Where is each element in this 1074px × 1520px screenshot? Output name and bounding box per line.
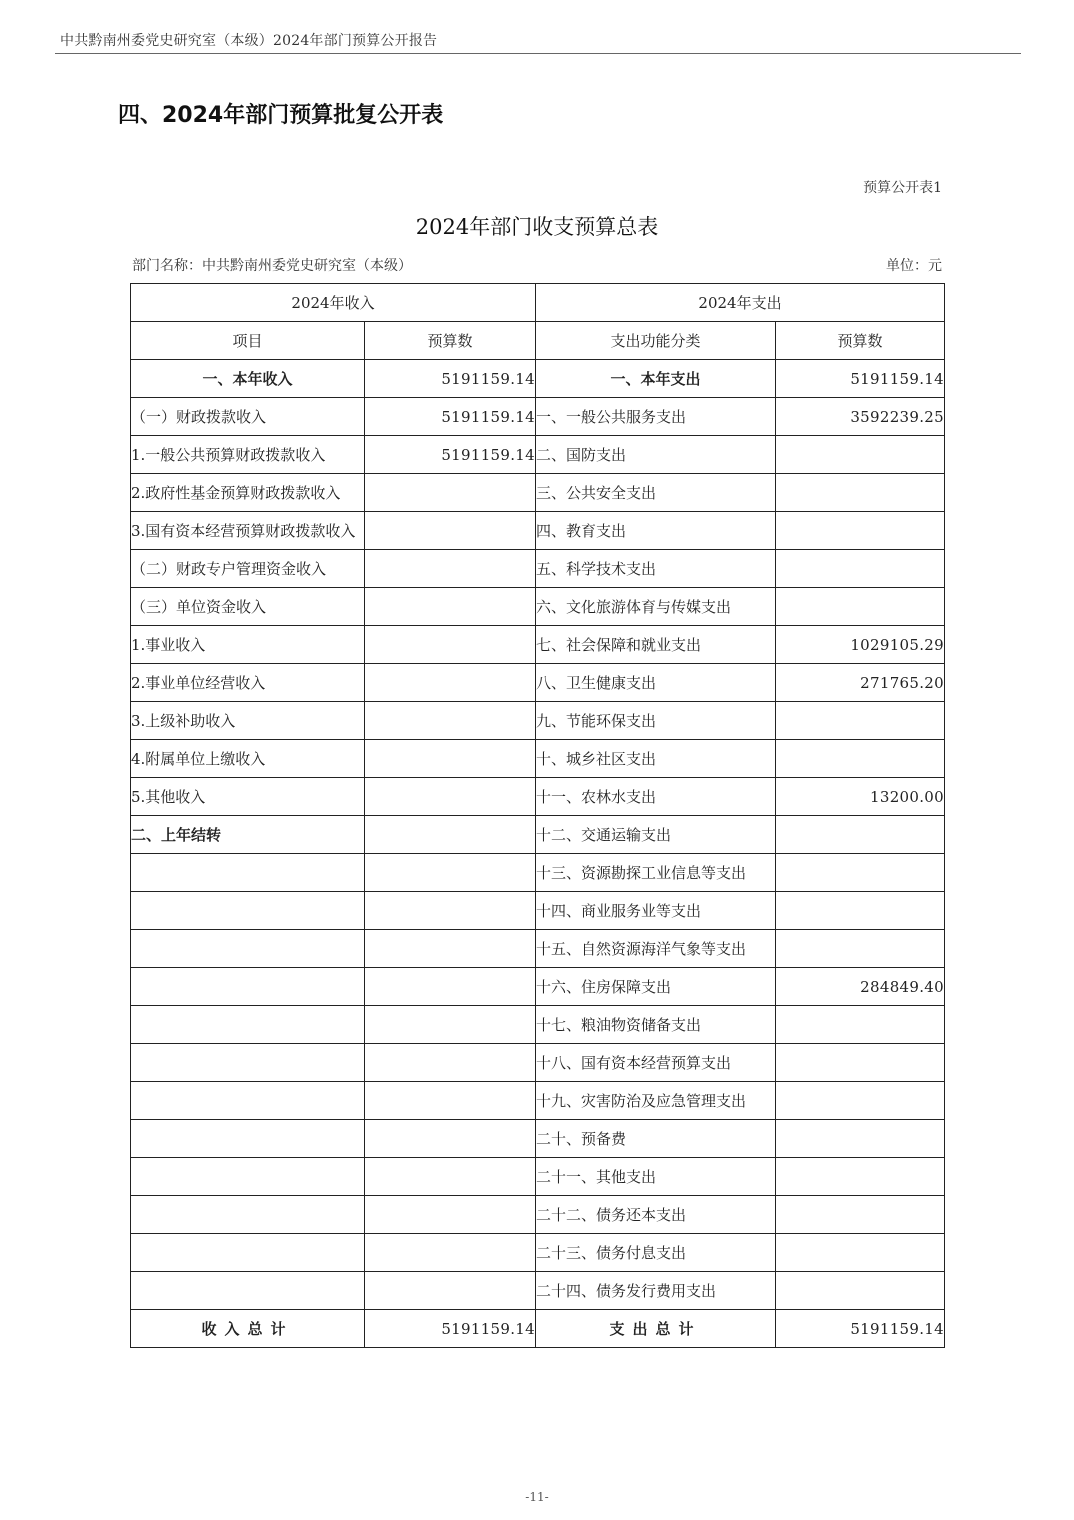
income-item-cell: 1.一般公共预算财政拨款收入 <box>131 436 365 474</box>
expense-item-cell: 三、公共安全支出 <box>536 474 776 512</box>
department-name: 部门名称：中共黔南州委党史研究室（本级） <box>132 258 412 274</box>
expense-item-cell: 二、国防支出 <box>536 436 776 474</box>
table-row <box>131 664 945 702</box>
expense-amount-cell <box>776 854 945 892</box>
table-row <box>131 892 945 930</box>
table-row <box>131 1120 945 1158</box>
table-row <box>131 702 945 740</box>
column-header-income-budget: 预算数 <box>365 322 536 360</box>
income-item-cell: 3.上级补助收入 <box>131 702 365 740</box>
income-total-label: 收入总计 <box>131 1310 365 1348</box>
expense-item-cell: 二十一、其他支出 <box>536 1158 776 1196</box>
expense-amount-cell: 3592239.25 <box>776 398 945 436</box>
expense-item-cell: 二十三、债务付息支出 <box>536 1234 776 1272</box>
income-amount-cell <box>365 778 536 816</box>
income-amount-cell <box>365 1044 536 1082</box>
income-item-cell <box>131 1272 365 1310</box>
table-title: 2024年部门收支预算总表 <box>415 215 659 239</box>
income-amount-cell <box>365 1272 536 1310</box>
expense-amount-cell <box>776 1120 945 1158</box>
income-amount-cell <box>365 702 536 740</box>
income-item-cell: 3.国有资本经营预算财政拨款收入 <box>131 512 365 550</box>
table-row <box>131 1196 945 1234</box>
column-header-function: 支出功能分类 <box>536 322 776 360</box>
table-group-header-row <box>131 284 945 322</box>
income-amount-cell <box>365 892 536 930</box>
expense-item-cell: 二十四、债务发行费用支出 <box>536 1272 776 1310</box>
table-row <box>131 1234 945 1272</box>
income-item-cell <box>131 854 365 892</box>
expense-item-cell: 一、一般公共服务支出 <box>536 398 776 436</box>
income-item-cell: 2.事业单位经营收入 <box>131 664 365 702</box>
table-row <box>131 588 945 626</box>
table-column-header-row <box>131 322 945 360</box>
expense-amount-cell: 284849.40 <box>776 968 945 1006</box>
column-header-expense-budget: 预算数 <box>776 322 945 360</box>
table-row <box>131 968 945 1006</box>
table-row <box>131 550 945 588</box>
table-row <box>131 1272 945 1310</box>
expense-amount-cell <box>776 1044 945 1082</box>
income-amount-cell <box>365 1234 536 1272</box>
income-item-cell: 5.其他收入 <box>131 778 365 816</box>
income-amount-cell <box>365 740 536 778</box>
income-item-cell: 1.事业收入 <box>131 626 365 664</box>
table-row <box>131 1006 945 1044</box>
expense-item-cell: 十三、资源勘探工业信息等支出 <box>536 854 776 892</box>
expense-amount-cell <box>776 550 945 588</box>
income-amount-cell: 5191159.14 <box>365 398 536 436</box>
income-item-cell: 二、上年结转 <box>131 816 365 854</box>
income-item-cell <box>131 1082 365 1120</box>
table-row <box>131 1158 945 1196</box>
unit-label: 单位：元 <box>886 258 942 274</box>
income-amount-cell: 5191159.14 <box>365 360 536 398</box>
expense-item-cell: 十二、交通运输支出 <box>536 816 776 854</box>
expense-amount-cell <box>776 1006 945 1044</box>
income-item-cell <box>131 930 365 968</box>
expense-amount-cell <box>776 436 945 474</box>
expense-item-cell: 七、社会保障和就业支出 <box>536 626 776 664</box>
expense-item-cell: 十六、住房保障支出 <box>536 968 776 1006</box>
expense-amount-cell <box>776 892 945 930</box>
income-amount-cell <box>365 968 536 1006</box>
page-number: -11- <box>525 1490 549 1504</box>
table-row <box>131 436 945 474</box>
income-amount-cell <box>365 1120 536 1158</box>
expense-item-cell: 十四、商业服务业等支出 <box>536 892 776 930</box>
expense-amount-cell <box>776 740 945 778</box>
income-amount-cell <box>365 930 536 968</box>
expense-amount-cell <box>776 1272 945 1310</box>
expense-group-header: 2024年支出 <box>536 284 945 322</box>
income-amount-cell <box>365 1082 536 1120</box>
income-item-cell: 2.政府性基金预算财政拨款收入 <box>131 474 365 512</box>
table-row <box>131 626 945 664</box>
table-row <box>131 854 945 892</box>
expense-item-cell: 二十二、债务还本支出 <box>536 1196 776 1234</box>
income-item-cell: 一、本年收入 <box>131 360 365 398</box>
expense-total-label: 支出总计 <box>536 1310 776 1348</box>
income-item-cell: （一）财政拨款收入 <box>131 398 365 436</box>
income-amount-cell <box>365 550 536 588</box>
income-item-cell <box>131 1234 365 1272</box>
expense-item-cell: 十一、农林水支出 <box>536 778 776 816</box>
expense-amount-cell <box>776 930 945 968</box>
table-code: 预算公开表1 <box>863 180 942 196</box>
income-amount-cell <box>365 664 536 702</box>
table-row <box>131 740 945 778</box>
income-item-cell: 4.附属单位上缴收入 <box>131 740 365 778</box>
table-row <box>131 360 945 398</box>
expense-amount-cell <box>776 474 945 512</box>
expense-amount-cell: 1029105.29 <box>776 626 945 664</box>
expense-item-cell: 二十、预备费 <box>536 1120 776 1158</box>
expense-amount-cell: 13200.00 <box>776 778 945 816</box>
income-amount-cell: 5191159.14 <box>365 436 536 474</box>
income-amount-cell <box>365 1158 536 1196</box>
header-divider <box>55 53 1021 54</box>
table-row <box>131 1044 945 1082</box>
table-row <box>131 474 945 512</box>
expense-amount-cell <box>776 588 945 626</box>
income-amount-cell <box>365 1196 536 1234</box>
income-item-cell <box>131 1120 365 1158</box>
income-item-cell: （二）财政专户管理资金收入 <box>131 550 365 588</box>
expense-amount-cell <box>776 1234 945 1272</box>
totals-row <box>131 1310 945 1348</box>
income-total-amount: 5191159.14 <box>365 1310 536 1348</box>
expense-item-cell: 九、节能环保支出 <box>536 702 776 740</box>
income-amount-cell <box>365 512 536 550</box>
income-item-cell <box>131 892 365 930</box>
expense-item-cell: 一、本年支出 <box>536 360 776 398</box>
expense-item-cell: 五、科学技术支出 <box>536 550 776 588</box>
income-group-header: 2024年收入 <box>131 284 536 322</box>
section-heading: 四、2024年部门预算批复公开表 <box>118 103 444 128</box>
income-item-cell <box>131 1196 365 1234</box>
column-header-item: 项目 <box>131 322 365 360</box>
table-row <box>131 1082 945 1120</box>
table-row <box>131 398 945 436</box>
expense-item-cell: 十、城乡社区支出 <box>536 740 776 778</box>
expense-amount-cell <box>776 1196 945 1234</box>
expense-amount-cell <box>776 1082 945 1120</box>
expense-amount-cell <box>776 512 945 550</box>
expense-amount-cell: 5191159.14 <box>776 360 945 398</box>
expense-item-cell: 十七、粮油物资储备支出 <box>536 1006 776 1044</box>
expense-item-cell: 十八、国有资本经营预算支出 <box>536 1044 776 1082</box>
budget-summary-table <box>130 283 945 1348</box>
income-amount-cell <box>365 588 536 626</box>
table-body <box>131 360 945 1310</box>
income-amount-cell <box>365 626 536 664</box>
income-amount-cell <box>365 474 536 512</box>
income-item-cell <box>131 1044 365 1082</box>
expense-item-cell: 六、文化旅游体育与传媒支出 <box>536 588 776 626</box>
income-item-cell <box>131 1158 365 1196</box>
income-item-cell: （三）单位资金收入 <box>131 588 365 626</box>
income-item-cell <box>131 968 365 1006</box>
expense-item-cell: 八、卫生健康支出 <box>536 664 776 702</box>
running-header: 中共黔南州委党史研究室（本级）2024年部门预算公开报告 <box>60 33 438 49</box>
expense-amount-cell: 271765.20 <box>776 664 945 702</box>
income-amount-cell <box>365 854 536 892</box>
expense-total-amount: 5191159.14 <box>776 1310 945 1348</box>
income-amount-cell <box>365 816 536 854</box>
expense-item-cell: 十五、自然资源海洋气象等支出 <box>536 930 776 968</box>
table-row <box>131 778 945 816</box>
table-row <box>131 512 945 550</box>
income-item-cell <box>131 1006 365 1044</box>
income-amount-cell <box>365 1006 536 1044</box>
table-row <box>131 930 945 968</box>
expense-amount-cell <box>776 816 945 854</box>
expense-item-cell: 四、教育支出 <box>536 512 776 550</box>
expense-amount-cell <box>776 1158 945 1196</box>
table-row <box>131 816 945 854</box>
expense-amount-cell <box>776 702 945 740</box>
expense-item-cell: 十九、灾害防治及应急管理支出 <box>536 1082 776 1120</box>
